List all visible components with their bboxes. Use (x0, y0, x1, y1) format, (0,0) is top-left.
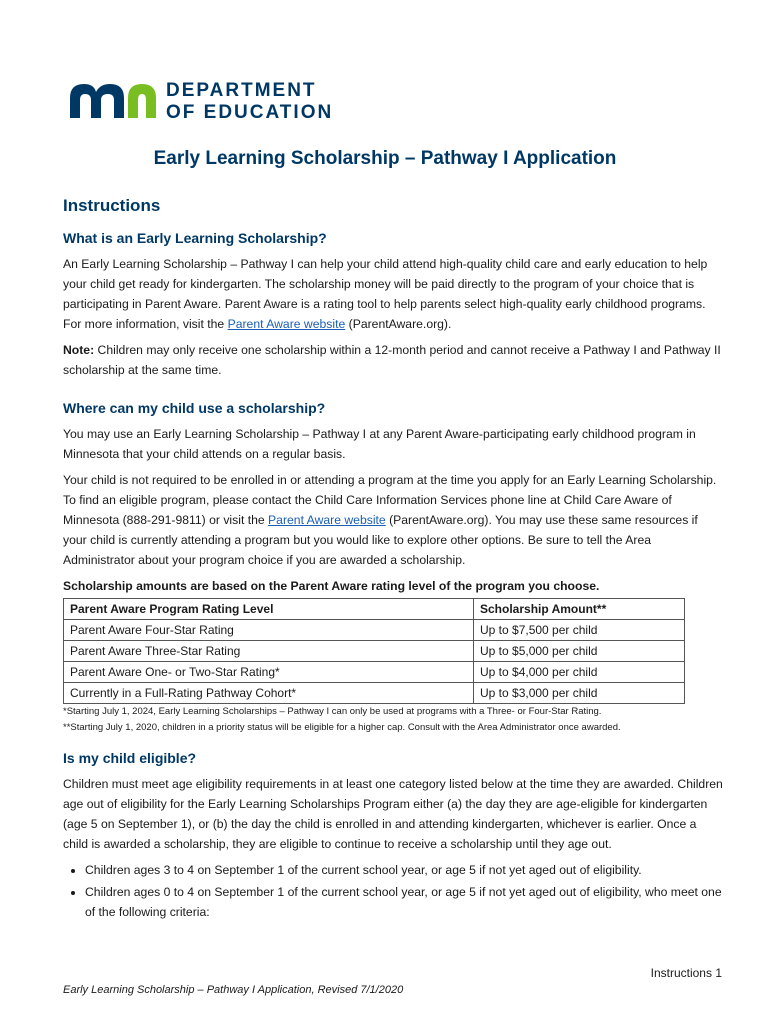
parent-aware-link-2[interactable]: Parent Aware website (268, 513, 386, 527)
where-text: Your child is not required to be enrolled in or attending a program at the time you apply for an Early Learning Scholarship. To find an eligible program, please contact the Child Care Information Services phone line at Child Care Aware of Minnesota (888-291-9811) or visit the (63, 473, 717, 527)
eligibility-list (63, 860, 723, 922)
where-heading: Where can my child use a scholarship? (63, 400, 326, 416)
table-cell: Up to $3,000 per child (474, 683, 685, 704)
table-cell: Currently in a Full-Rating Pathway Cohort* (64, 683, 474, 704)
what-text-end: (ParentAware.org). (345, 317, 452, 331)
what-heading: What is an Early Learning Scholarship? (63, 230, 327, 246)
mde-logo (70, 80, 360, 124)
logo-line-2: OF EDUCATION (166, 102, 334, 123)
table-cell: Up to $5,000 per child (474, 641, 685, 662)
note-text: Children may only receive one scholarship within a 12-month period and cannot receive a Pathway I and Pathway II scholarship at the same time. (63, 343, 721, 377)
where-text-end: (ParentAware.org). You may use these same resources if your child is currently attending a program but you would like to explore other options. Be sure to tell the Area Administrator about your program choice if you are awarded a scholarship. (63, 513, 698, 567)
what-paragraph (63, 254, 723, 334)
amounts-intro: Scholarship amounts are based on the Parent Aware rating level of the program you choose. (63, 579, 600, 593)
note-paragraph (63, 340, 723, 380)
list-item: • Children ages 0 to 4 on September 1 of the current school year, or age 5 if not yet aged out of eligibility, who meet one of the following criteria: (85, 882, 723, 922)
document-title: Early Learning Scholarship – Pathway I Application (153, 148, 617, 169)
table-row (64, 641, 685, 662)
table-cell: Parent Aware Three-Star Rating (64, 641, 474, 662)
table-header-row (64, 599, 685, 620)
table-cell: Up to $7,500 per child (474, 620, 685, 641)
page-number: Instructions 1 (650, 966, 722, 980)
table-row (64, 683, 685, 704)
logo-line-1: DEPARTMENT (166, 80, 317, 101)
mn-logo-icon (70, 82, 158, 120)
eligible-heading: Is my child eligible? (63, 750, 197, 766)
table-cell: Parent Aware Four-Star Rating (64, 620, 474, 641)
note-label: Note: (63, 343, 95, 357)
table-cell: Parent Aware One- or Two-Star Rating* (64, 662, 474, 683)
table-footnote-2: **Starting July 1, 2020, children in a priority status will be eligible for a higher cap. Consult with the Area Administrator once awarded. (63, 722, 621, 733)
instructions-heading: Instructions (63, 196, 161, 215)
where-paragraph-2 (63, 470, 723, 570)
list-item: • Children ages 3 to 4 on September 1 of the current school year, or age 5 if not yet aged out of eligibility. (85, 860, 723, 880)
where-paragraph-1: You may use an Early Learning Scholarship – Pathway I at any Parent Aware-participating early childhood program in Minnesota that your child attends on a regular basis. (63, 427, 696, 461)
table-row (64, 620, 685, 641)
table-footnote-1: *Starting July 1, 2024, Early Learning Scholarships – Pathway I can only be used at programs with a Three- or Four-Star Rating. (63, 706, 602, 717)
what-text: An Early Learning Scholarship – Pathway I can help your child attend high-quality child care and early education to help your child get ready for kindergarten. The scholarship money will be paid directly to the program of your choice that is participating in Parent Aware. Parent Aware is a rating tool to help parents select high-quality early childhood programs. For more information, visit the (63, 257, 708, 331)
document-footer: Early Learning Scholarship – Pathway I Application, Revised 7/1/2020 (63, 984, 404, 996)
table-header: Parent Aware Program Rating Level (64, 599, 474, 620)
parent-aware-link[interactable]: Parent Aware website (227, 317, 346, 331)
table-cell: Up to $4,000 per child (474, 662, 685, 683)
scholarship-table (63, 598, 685, 704)
document-body (63, 196, 723, 924)
table-row (64, 662, 685, 683)
eligible-paragraph: Children must meet age eligibility requirements in at least one category listed below at the time they are awarded. Children age out of eligibility for the Early Learning Scholarships Program either (a) the day they are age-eligible for kindergarten (age 5 on September 1), or (b) the day the child is enrolled in and attending kindergarten, whichever is earlier. Once a child is awarded a scholarship, they are eligible to continue to receive a scholarship until they age out. (63, 777, 723, 851)
table-header: Scholarship Amount** (474, 599, 685, 620)
logo-wordmark (166, 80, 333, 124)
